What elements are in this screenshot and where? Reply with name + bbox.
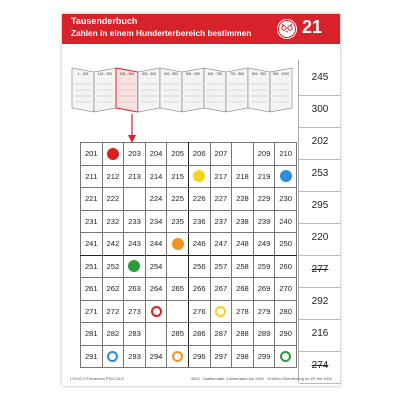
book-page-label: 101 - 200: [97, 72, 113, 76]
chart-cell: 241: [81, 233, 103, 256]
chart-cell: 293: [124, 345, 146, 368]
chart-cell: 287: [210, 323, 232, 346]
chart-cell: [124, 188, 146, 211]
chart-cell: 212: [102, 165, 124, 188]
chart-cell: 265: [167, 278, 189, 301]
strip-number-label: 220: [311, 232, 329, 243]
blue-ring-marker-icon: [107, 351, 118, 362]
chart-row: [81, 255, 297, 278]
red-ring-marker-icon: [151, 306, 162, 317]
chart-cell: 294: [145, 345, 167, 368]
strip-number-label: 300: [311, 104, 329, 115]
chart-cell: 227: [210, 188, 232, 211]
book-page-label: 601 - 700: [207, 72, 223, 76]
chart-cell: 258: [232, 255, 254, 278]
book-page-label: 501 - 600: [185, 72, 201, 76]
chart-cell: 270: [275, 278, 297, 301]
chart-row: [81, 210, 297, 233]
book-page-label: 1 - 100: [77, 72, 89, 76]
chart-cell: [145, 323, 167, 346]
chart-row: [81, 143, 297, 166]
chart-cell: 267: [210, 278, 232, 301]
chart-cell: 228: [232, 188, 254, 211]
orange-solid-marker-icon: [172, 238, 184, 250]
chart-cell: 224: [145, 188, 167, 211]
chart-cell: 283: [124, 323, 146, 346]
chart-cell: 280: [275, 300, 297, 323]
book-page: [270, 68, 292, 112]
chart-cell: 289: [253, 323, 275, 346]
chart-cell: 296: [188, 345, 210, 368]
chart-cell: [275, 165, 297, 188]
chart-cell: [102, 143, 124, 166]
green-ring-marker-icon: [280, 351, 291, 362]
chart-cell: 226: [188, 188, 210, 211]
chart-cell: 218: [232, 165, 254, 188]
chart-cell: 257: [210, 255, 232, 278]
strip-number-label: 202: [311, 136, 329, 147]
chart-cell: 291: [81, 345, 103, 368]
chart-cell: 264: [145, 278, 167, 301]
chart-cell: 217: [210, 165, 232, 188]
chart-cell: [232, 143, 254, 166]
book-page: [72, 68, 94, 112]
book-page-label: 401 - 500: [163, 72, 179, 76]
strip-number: [299, 284, 341, 320]
chart-cell: 205: [167, 143, 189, 166]
chart-row: [81, 345, 297, 368]
worksheet-card: [62, 14, 340, 386]
chart-cell: 215: [167, 165, 189, 188]
chart-cell: 211: [81, 165, 103, 188]
strip-number: [299, 60, 341, 96]
page-number: 21: [302, 17, 323, 37]
chart-cell: 290: [275, 323, 297, 346]
chart-row: [81, 300, 297, 323]
chart-cell: 229: [253, 188, 275, 211]
book-page-label: 301 - 400: [141, 72, 157, 76]
chart-cell: [124, 255, 146, 278]
chart-cell: 263: [124, 278, 146, 301]
chart-cell: 261: [81, 278, 103, 301]
chart-cell: 273: [124, 300, 146, 323]
chart-cell: 249: [253, 233, 275, 256]
chart-cell: 268: [232, 278, 254, 301]
book-page: [138, 68, 160, 112]
strip-number: [299, 220, 341, 256]
strip-number: [299, 156, 341, 192]
chart-cell: 298: [232, 345, 254, 368]
hundred-chart-201-300: [80, 142, 297, 368]
chart-cell: 288: [232, 323, 254, 346]
chart-cell: 213: [124, 165, 146, 188]
chart-cell: 203: [124, 143, 146, 166]
chart-cell: 207: [210, 143, 232, 166]
strip-number-label: 274: [311, 360, 329, 371]
chart-cell: 285: [167, 323, 189, 346]
book-page: [204, 68, 226, 112]
book-page: [160, 68, 182, 112]
chart-cell: 221: [81, 188, 103, 211]
chart-row: [81, 233, 297, 256]
chart-cell: [167, 255, 189, 278]
strip-number: [299, 124, 341, 160]
orange-ring-marker-icon: [172, 351, 183, 362]
chart-cell: 244: [145, 233, 167, 256]
book-page-label: 701 - 800: [229, 72, 245, 76]
chart-cell: 262: [102, 278, 124, 301]
chart-cell: 237: [210, 210, 232, 233]
chart-cell: 201: [81, 143, 103, 166]
chart-cell: 269: [253, 278, 275, 301]
chart-cell: 225: [167, 188, 189, 211]
chart-cell: 209: [253, 143, 275, 166]
green-solid-marker-icon: [128, 260, 140, 272]
book-page: [226, 68, 248, 112]
strip-number: [299, 92, 341, 128]
red-solid-marker-icon: [107, 148, 119, 160]
chart-cell: [167, 345, 189, 368]
chart-row: [81, 188, 297, 211]
chart-cell: 272: [102, 300, 124, 323]
chart-cell: 204: [145, 143, 167, 166]
chart-cell: 219: [253, 165, 275, 188]
chart-cell: 232: [102, 210, 124, 233]
book-page: [182, 68, 204, 112]
chart-cell: 239: [253, 210, 275, 233]
chart-cell: 234: [145, 210, 167, 233]
chart-cell: 252: [102, 255, 124, 278]
chart-cell: 214: [145, 165, 167, 188]
chart-cell: 254: [145, 255, 167, 278]
chart-cell: [275, 345, 297, 368]
chart-row: [81, 323, 297, 346]
chart-cell: 297: [210, 345, 232, 368]
chart-cell: 281: [81, 323, 103, 346]
chart-cell: 231: [81, 210, 103, 233]
chart-cell: 233: [124, 210, 146, 233]
chart-cell: 240: [275, 210, 297, 233]
chart-cell: 242: [102, 233, 124, 256]
book-page: [248, 68, 270, 112]
chart-cell: [210, 300, 232, 323]
chart-cell: 271: [81, 300, 103, 323]
book-page-label: 801 - 900: [251, 72, 267, 76]
chart-cell: [102, 345, 124, 368]
chart-row: [81, 278, 297, 301]
strip-number-label: 277: [311, 264, 329, 275]
yellow-ring-marker-icon: [215, 306, 226, 317]
book-page-label: 201 - 300: [119, 72, 135, 76]
footer-left: LOGICO Förderbox PICCOLO: [70, 376, 125, 381]
chart-cell: 206: [188, 143, 210, 166]
blue-solid-marker-icon: [280, 170, 292, 182]
chart-cell: 278: [232, 300, 254, 323]
chart-cell: 236: [188, 210, 210, 233]
chart-cell: 279: [253, 300, 275, 323]
strip-number-label: 253: [311, 168, 329, 179]
chart-cell: [167, 300, 189, 323]
chart-cell: 248: [232, 233, 254, 256]
book-page-label: 901 - 1000: [272, 72, 290, 76]
chart-cell: 247: [210, 233, 232, 256]
chart-cell: 235: [167, 210, 189, 233]
chart-cell: [167, 233, 189, 256]
strip-number-label: 295: [311, 200, 329, 211]
chart-cell: 256: [188, 255, 210, 278]
chart-cell: [188, 165, 210, 188]
chart-cell: 243: [124, 233, 146, 256]
chart-cell: 276: [188, 300, 210, 323]
chart-cell: [145, 300, 167, 323]
header-subtitle: Zahlen in einem Hunderterbereich bestimmen: [71, 28, 252, 38]
footer-right: 3323 - Mathematik: Zahlenraum bis 1000 · Größen Orientierung im ZR bis 1000: [190, 376, 332, 381]
strip-number: [299, 188, 341, 224]
strip-number: [299, 316, 341, 352]
chart-cell: 286: [188, 323, 210, 346]
strip-number: [299, 252, 341, 288]
chart-cell: 251: [81, 255, 103, 278]
yellow-solid-marker-icon: [193, 170, 205, 182]
book-page: [116, 68, 138, 112]
header-title: Tausenderbuch: [71, 16, 138, 26]
chart-cell: 282: [102, 323, 124, 346]
strip-number-label: 292: [311, 296, 329, 307]
chart-cell: 238: [232, 210, 254, 233]
chart-cell: 230: [275, 188, 297, 211]
chart-cell: 250: [275, 233, 297, 256]
thousand-book-illustration: [72, 60, 292, 116]
strip-number-label: 245: [311, 72, 329, 83]
book-page: [94, 68, 116, 112]
chart-cell: 210: [275, 143, 297, 166]
chart-cell: 260: [275, 255, 297, 278]
chart-cell: 266: [188, 278, 210, 301]
chart-cell: 299: [253, 345, 275, 368]
strip-number-label: 216: [311, 328, 329, 339]
chart-cell: 222: [102, 188, 124, 211]
header-bar: [62, 14, 340, 44]
answer-strip: [298, 60, 341, 382]
chart-cell: 259: [253, 255, 275, 278]
owl-logo-icon: [277, 19, 297, 39]
chart-row: [81, 165, 297, 188]
chart-cell: 246: [188, 233, 210, 256]
